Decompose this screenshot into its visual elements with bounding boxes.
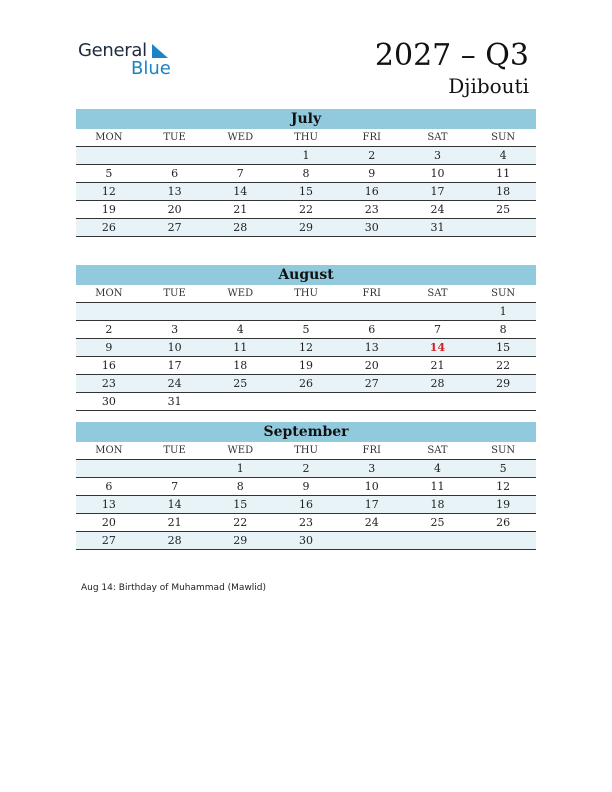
day-cell: 10 xyxy=(430,167,445,180)
day-cell: 29 xyxy=(299,221,314,234)
day-cell: 27 xyxy=(364,377,379,390)
day-cell: 30 xyxy=(364,221,379,234)
weekday-label: SUN xyxy=(491,288,516,299)
day-cell: 13 xyxy=(101,498,116,511)
week-row xyxy=(76,514,536,532)
empty-day-cell xyxy=(76,460,142,477)
empty-day-cell xyxy=(76,147,142,164)
month-calendar-july xyxy=(76,109,536,237)
week-row xyxy=(76,393,536,411)
day-cell: 25 xyxy=(430,516,445,529)
page-title: 2027 – Q3 xyxy=(374,38,529,73)
day-cell: 11 xyxy=(496,167,511,180)
day-cell: 14 xyxy=(167,498,182,511)
day-cell: 9 xyxy=(302,480,310,493)
week-row xyxy=(76,321,536,339)
weekday-label: MON xyxy=(95,445,123,456)
week-row xyxy=(76,478,536,496)
day-cell: 22 xyxy=(233,516,248,529)
weekday-label: SUN xyxy=(491,445,516,456)
weekday-header-row xyxy=(76,285,536,303)
empty-day-cell xyxy=(339,532,405,549)
day-cell: 17 xyxy=(430,185,445,198)
day-cell: 21 xyxy=(430,359,445,372)
weekday-label: THU xyxy=(294,132,318,143)
weekday-label: FRI xyxy=(362,445,381,456)
week-row xyxy=(76,303,536,321)
month-name: July xyxy=(76,109,536,129)
holiday-note: Aug 14: Birthday of Muhammad (Mawlid) xyxy=(81,583,267,593)
day-cell: 14 xyxy=(233,185,248,198)
weekday-header-row xyxy=(76,442,536,460)
day-cell: 14 xyxy=(429,341,446,354)
empty-day-cell xyxy=(405,303,471,320)
day-cell: 7 xyxy=(236,167,244,180)
day-cell: 25 xyxy=(233,377,248,390)
logo-triangle-icon xyxy=(150,44,170,62)
day-cell: 11 xyxy=(233,341,248,354)
empty-day-cell xyxy=(470,393,536,410)
weekday-label: SAT xyxy=(427,445,448,456)
day-cell: 26 xyxy=(101,221,116,234)
week-row xyxy=(76,532,536,550)
week-row xyxy=(76,165,536,183)
day-cell: 30 xyxy=(101,395,116,408)
empty-day-cell xyxy=(470,219,536,236)
day-cell: 18 xyxy=(430,498,445,511)
day-cell: 20 xyxy=(101,516,116,529)
day-cell: 31 xyxy=(167,395,182,408)
empty-day-cell xyxy=(142,303,208,320)
weekday-label: FRI xyxy=(362,288,381,299)
empty-day-cell xyxy=(142,460,208,477)
empty-day-cell xyxy=(405,393,471,410)
day-cell: 17 xyxy=(167,359,182,372)
weekday-label: FRI xyxy=(362,132,381,143)
day-cell: 27 xyxy=(167,221,182,234)
day-cell: 11 xyxy=(430,480,445,493)
day-cell: 4 xyxy=(236,323,244,336)
weekday-label: TUE xyxy=(163,288,186,299)
day-cell: 8 xyxy=(236,480,244,493)
day-cell: 22 xyxy=(299,203,314,216)
day-cell: 16 xyxy=(101,359,116,372)
day-cell: 25 xyxy=(496,203,511,216)
day-cell: 19 xyxy=(496,498,511,511)
day-cell: 19 xyxy=(299,359,314,372)
day-cell: 7 xyxy=(433,323,441,336)
empty-day-cell xyxy=(339,303,405,320)
day-cell: 13 xyxy=(364,341,379,354)
day-cell: 24 xyxy=(364,516,379,529)
day-cell: 12 xyxy=(496,480,511,493)
weekday-label: TUE xyxy=(163,132,186,143)
day-cell: 26 xyxy=(299,377,314,390)
empty-day-cell xyxy=(273,303,339,320)
empty-day-cell xyxy=(470,532,536,549)
day-cell: 26 xyxy=(496,516,511,529)
day-cell: 28 xyxy=(233,221,248,234)
week-row xyxy=(76,339,536,357)
day-cell: 3 xyxy=(171,323,179,336)
day-cell: 21 xyxy=(167,516,182,529)
day-cell: 20 xyxy=(167,203,182,216)
day-cell: 30 xyxy=(299,534,314,547)
day-cell: 31 xyxy=(430,221,445,234)
day-cell: 10 xyxy=(364,480,379,493)
country-name: Djibouti xyxy=(448,74,529,98)
day-cell: 9 xyxy=(105,341,113,354)
day-cell: 3 xyxy=(368,462,376,475)
month-name: August xyxy=(76,265,536,285)
day-cell: 9 xyxy=(368,167,376,180)
day-cell: 20 xyxy=(364,359,379,372)
day-cell: 12 xyxy=(299,341,314,354)
weekday-label: WED xyxy=(227,445,254,456)
day-cell: 28 xyxy=(167,534,182,547)
day-cell: 18 xyxy=(496,185,511,198)
day-cell: 29 xyxy=(233,534,248,547)
empty-day-cell xyxy=(207,147,273,164)
day-cell: 22 xyxy=(496,359,511,372)
day-cell: 6 xyxy=(105,480,113,493)
empty-day-cell xyxy=(207,303,273,320)
day-cell: 15 xyxy=(496,341,511,354)
day-cell: 24 xyxy=(430,203,445,216)
empty-day-cell xyxy=(273,393,339,410)
day-cell: 21 xyxy=(233,203,248,216)
day-cell: 18 xyxy=(233,359,248,372)
empty-day-cell xyxy=(405,532,471,549)
day-cell: 16 xyxy=(364,185,379,198)
day-cell: 19 xyxy=(101,203,116,216)
day-cell: 1 xyxy=(236,462,244,475)
day-cell: 16 xyxy=(299,498,314,511)
day-cell: 17 xyxy=(364,498,379,511)
weekday-label: THU xyxy=(294,288,318,299)
month-calendar-september xyxy=(76,422,536,550)
day-cell: 13 xyxy=(167,185,182,198)
day-cell: 3 xyxy=(433,149,441,162)
month-name: September xyxy=(76,422,536,442)
weekday-label: WED xyxy=(227,288,254,299)
weekday-label: SAT xyxy=(427,132,448,143)
weekday-header-row xyxy=(76,129,536,147)
empty-day-cell xyxy=(142,147,208,164)
day-cell: 12 xyxy=(101,185,116,198)
week-row xyxy=(76,496,536,514)
day-cell: 1 xyxy=(302,149,310,162)
week-row xyxy=(76,183,536,201)
weekday-label: MON xyxy=(95,132,123,143)
week-row xyxy=(76,147,536,165)
weekday-label: WED xyxy=(227,132,254,143)
general-blue-logo xyxy=(78,40,178,80)
day-cell: 4 xyxy=(499,149,507,162)
empty-day-cell xyxy=(76,303,142,320)
week-row xyxy=(76,460,536,478)
day-cell: 10 xyxy=(167,341,182,354)
day-cell: 4 xyxy=(433,462,441,475)
day-cell: 5 xyxy=(499,462,507,475)
logo-blue-text: Blue xyxy=(131,58,171,79)
day-cell: 27 xyxy=(101,534,116,547)
day-cell: 23 xyxy=(364,203,379,216)
day-cell: 5 xyxy=(302,323,310,336)
day-cell: 6 xyxy=(171,167,179,180)
week-row xyxy=(76,201,536,219)
weekday-label: SUN xyxy=(491,132,516,143)
weekday-label: SAT xyxy=(427,288,448,299)
weekday-label: TUE xyxy=(163,445,186,456)
day-cell: 5 xyxy=(105,167,113,180)
empty-day-cell xyxy=(339,393,405,410)
day-cell: 24 xyxy=(167,377,182,390)
day-cell: 28 xyxy=(430,377,445,390)
weekday-label: THU xyxy=(294,445,318,456)
day-cell: 23 xyxy=(299,516,314,529)
month-calendar-august xyxy=(76,265,536,411)
day-cell: 8 xyxy=(499,323,507,336)
day-cell: 6 xyxy=(368,323,376,336)
week-row xyxy=(76,375,536,393)
week-row xyxy=(76,357,536,375)
empty-day-cell xyxy=(207,393,273,410)
day-cell: 7 xyxy=(171,480,179,493)
day-cell: 8 xyxy=(302,167,310,180)
day-cell: 1 xyxy=(499,305,507,318)
day-cell: 23 xyxy=(101,377,116,390)
day-cell: 15 xyxy=(233,498,248,511)
day-cell: 2 xyxy=(368,149,376,162)
day-cell: 2 xyxy=(302,462,310,475)
week-row xyxy=(76,219,536,237)
day-cell: 15 xyxy=(299,185,314,198)
logo-general-text: General xyxy=(78,40,147,61)
weekday-label: MON xyxy=(95,288,123,299)
day-cell: 2 xyxy=(105,323,113,336)
day-cell: 29 xyxy=(496,377,511,390)
